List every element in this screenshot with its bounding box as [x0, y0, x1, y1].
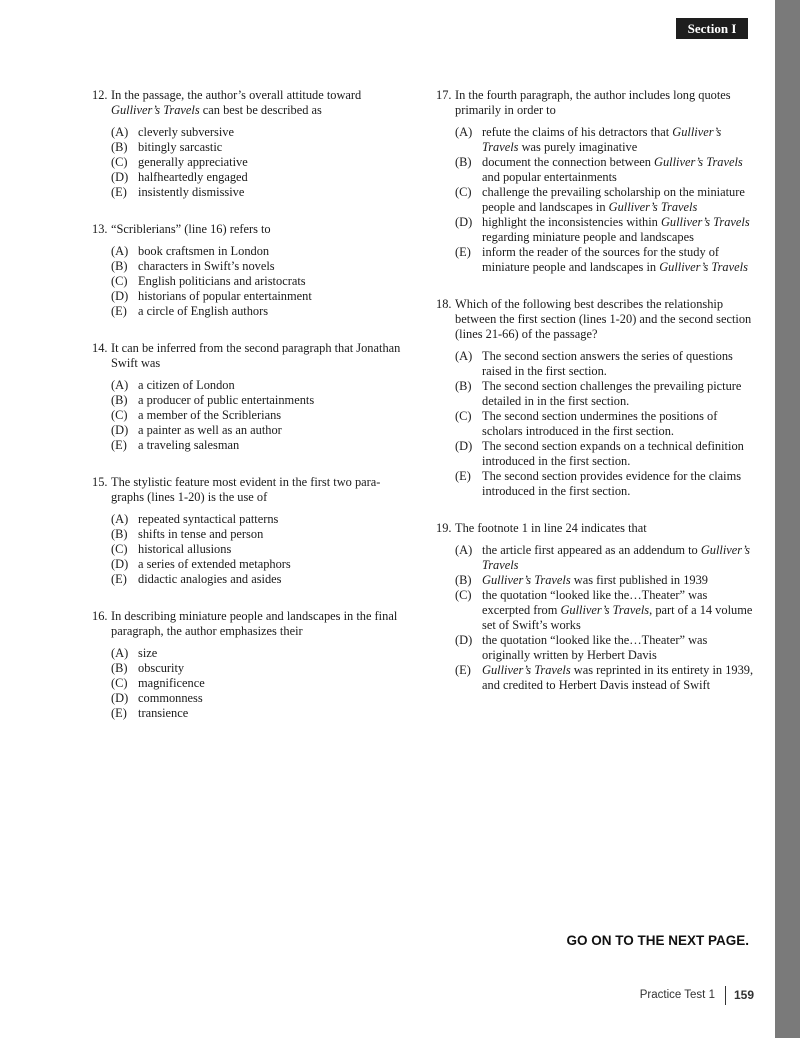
question-block	[92, 222, 412, 319]
text-run: the article first appeared as an addendum to	[482, 543, 701, 557]
text-run: size	[138, 646, 158, 660]
choice-text	[138, 185, 412, 200]
choice-letter: (B)	[111, 140, 128, 154]
answer-choices	[111, 244, 412, 319]
choice-letter: (C)	[455, 185, 472, 199]
answer-choice	[111, 259, 412, 274]
choice-letter: (D)	[455, 633, 473, 647]
answer-choice	[455, 155, 756, 185]
text-run: insistently dismissive	[138, 185, 245, 199]
answer-choice	[111, 691, 412, 706]
italic-title: Gulliver’s Travels	[608, 200, 698, 214]
answer-choices	[455, 125, 756, 275]
text-run: a producer of public entertainments	[138, 393, 315, 407]
choice-letter: (A)	[111, 378, 129, 392]
answer-choice	[455, 379, 756, 409]
text-run: shifts in tense and person	[138, 527, 264, 541]
text-run: In the fourth paragraph, the author includes long quotes primarily in order to	[455, 88, 731, 117]
footer-divider	[725, 986, 726, 1005]
italic-title: Gulliver’s Travels	[482, 125, 722, 154]
choice-letter: (A)	[455, 125, 473, 139]
choice-text	[138, 676, 412, 691]
choice-text	[138, 572, 412, 587]
answer-choice	[111, 661, 412, 676]
answer-choice	[455, 588, 756, 633]
page-number: 159	[733, 988, 754, 1002]
text-run: The stylistic feature most evident in the first two para-graphs (lines 1-20) is the use of	[111, 475, 381, 504]
answer-choice	[111, 423, 412, 438]
choice-text	[138, 661, 412, 676]
choice-letter: (E)	[111, 304, 127, 318]
text-run: a member of the Scriblerians	[138, 408, 282, 422]
choice-text	[138, 259, 412, 274]
italic-title: Gulliver’s Travels	[660, 215, 750, 229]
text-run: highlight the inconsistencies within	[482, 215, 661, 229]
choice-text	[482, 633, 756, 663]
answer-choice	[111, 155, 412, 170]
choice-letter: (B)	[111, 259, 128, 273]
answer-choice	[455, 409, 756, 439]
text-run: halfheartedly engaged	[138, 170, 248, 184]
answer-choice	[455, 349, 756, 379]
choice-letter: (E)	[111, 572, 127, 586]
choice-letter: (E)	[455, 245, 471, 259]
question-number: 19.	[436, 521, 452, 535]
choice-letter: (C)	[111, 542, 128, 556]
choice-letter: (B)	[455, 155, 472, 169]
answer-choice	[111, 557, 412, 572]
answer-choice	[111, 572, 412, 587]
answer-choice	[455, 125, 756, 155]
choice-letter: (D)	[111, 289, 129, 303]
answer-choice	[111, 438, 412, 453]
text-run: English politicians and aristocrats	[138, 274, 306, 288]
answer-choice	[455, 633, 756, 663]
text-run: a citizen of London	[138, 378, 235, 392]
text-run: generally appreciative	[138, 155, 248, 169]
choice-text	[482, 125, 756, 155]
choice-letter: (B)	[111, 661, 128, 675]
choice-text	[138, 557, 412, 572]
italic-title: Gulliver’s Travels	[560, 603, 650, 617]
text-run: book craftsmen in London	[138, 244, 270, 258]
answer-choice	[111, 185, 412, 200]
choice-text	[138, 244, 412, 259]
right-column	[436, 88, 756, 715]
choice-text	[138, 646, 412, 661]
question-text	[111, 475, 412, 505]
question-block	[436, 297, 756, 499]
question-text	[455, 521, 756, 536]
text-run: can best be described as	[199, 103, 322, 117]
choice-text	[482, 573, 756, 588]
text-run: commonness	[138, 691, 203, 705]
choice-letter: (C)	[455, 409, 472, 423]
text-run: , part of a 14 volume set of Swift’s works	[482, 603, 753, 632]
text-run: a painter as well as an author	[138, 423, 282, 437]
question-stem	[92, 341, 412, 371]
text-run: a series of extended metaphors	[138, 557, 291, 571]
text-run: The second section expands on a technical definition introduced in the first section.	[482, 439, 744, 468]
choice-text	[138, 438, 412, 453]
text-run: a circle of English authors	[138, 304, 269, 318]
choice-text	[482, 469, 756, 499]
question-number: 18.	[436, 297, 452, 311]
choice-text	[482, 349, 756, 379]
question-number: 13.	[92, 222, 108, 236]
question-stem	[92, 609, 412, 639]
choice-letter: (D)	[455, 439, 473, 453]
answer-choice	[111, 304, 412, 319]
choice-letter: (E)	[455, 663, 471, 677]
choice-letter: (E)	[111, 706, 127, 720]
answer-choice	[111, 274, 412, 289]
choice-letter: (C)	[111, 274, 128, 288]
choice-text	[138, 140, 412, 155]
choice-text	[482, 543, 756, 573]
choice-letter: (A)	[111, 244, 129, 258]
choice-text	[138, 125, 412, 140]
choice-letter: (D)	[111, 557, 129, 571]
choice-text	[138, 527, 412, 542]
text-run: bitingly sarcastic	[138, 140, 223, 154]
answer-choices	[455, 349, 756, 499]
question-stem	[436, 297, 756, 342]
choice-letter: (B)	[455, 379, 472, 393]
question-stem	[436, 521, 756, 536]
question-block	[92, 88, 412, 200]
italic-title: Gulliver’s Travels	[654, 155, 743, 169]
choice-text	[482, 379, 756, 409]
text-run: regarding miniature people and landscapes	[482, 230, 694, 244]
page-footer	[640, 986, 754, 1005]
choice-letter: (C)	[111, 676, 128, 690]
answer-choices	[111, 646, 412, 721]
choice-text	[482, 439, 756, 469]
question-text	[455, 297, 756, 342]
answer-choice	[455, 543, 756, 573]
answer-choice	[111, 393, 412, 408]
choice-letter: (A)	[111, 125, 129, 139]
answer-choice	[111, 408, 412, 423]
answer-choice	[455, 245, 756, 275]
text-run: The second section answers the series of questions raised in the first section.	[482, 349, 733, 378]
choice-letter: (D)	[455, 215, 473, 229]
answer-choice	[111, 378, 412, 393]
answer-choice	[111, 646, 412, 661]
answer-choice	[111, 170, 412, 185]
text-run: transience	[138, 706, 189, 720]
answer-choice	[455, 439, 756, 469]
text-run: historians of popular entertainment	[138, 289, 312, 303]
text-run: cleverly subversive	[138, 125, 234, 139]
choice-letter: (A)	[111, 646, 129, 660]
question-text	[111, 609, 412, 639]
text-run: refute the claims of his detractors that	[482, 125, 673, 139]
question-number: 17.	[436, 88, 452, 102]
choice-letter: (C)	[111, 408, 128, 422]
go-on-notice: GO ON TO THE NEXT PAGE.	[566, 933, 749, 948]
left-column	[92, 88, 412, 743]
choice-letter: (E)	[455, 469, 471, 483]
choice-text	[482, 409, 756, 439]
choice-letter: (B)	[111, 393, 128, 407]
choice-text	[138, 408, 412, 423]
question-stem	[92, 222, 412, 237]
test-name: Practice Test 1	[639, 989, 715, 1001]
choice-text	[138, 304, 412, 319]
choice-text	[138, 155, 412, 170]
choice-text	[138, 423, 412, 438]
choice-text	[138, 170, 412, 185]
text-run: historical allusions	[138, 542, 232, 556]
question-number: 15.	[92, 475, 108, 489]
choice-letter: (C)	[111, 155, 128, 169]
text-run: In the passage, the author’s overall attitude toward	[111, 88, 362, 102]
answer-choice	[111, 512, 412, 527]
choice-letter: (D)	[111, 170, 129, 184]
text-run: the quotation “looked like the…Theater” was originally written by Herbert Davis	[482, 633, 708, 662]
choice-letter: (B)	[455, 573, 472, 587]
question-stem	[436, 88, 756, 118]
italic-title: Gulliver’s Travels	[482, 543, 750, 572]
choice-text	[138, 542, 412, 557]
text-run: The second section undermines the positions of scholars introduced in the first section.	[482, 409, 718, 438]
answer-choice	[111, 527, 412, 542]
answer-choice	[455, 469, 756, 499]
answer-choice	[111, 706, 412, 721]
choice-text	[482, 588, 756, 633]
text-run: obscurity	[138, 661, 185, 675]
answer-choices	[111, 125, 412, 200]
text-run: was reprinted in its entirety in 1939, and credited to Herbert Davis instead of Swift	[482, 663, 754, 692]
text-run: repeated syntactical patterns	[138, 512, 279, 526]
answer-choice	[455, 185, 756, 215]
choice-letter: (A)	[455, 543, 473, 557]
question-text	[111, 88, 412, 118]
answer-choice	[111, 542, 412, 557]
section-tab: Section I	[676, 18, 748, 39]
question-stem	[92, 475, 412, 505]
text-run: In describing miniature people and landscapes in the final paragraph, the author emphasizes their	[111, 609, 398, 638]
answer-choice	[455, 573, 756, 588]
answer-choice	[455, 215, 756, 245]
italic-title: Gulliver’s Travels	[111, 103, 200, 117]
choice-text	[138, 393, 412, 408]
text-run: challenge the prevailing scholarship on the miniature people and landscapes in	[482, 185, 745, 214]
choice-text	[482, 245, 756, 275]
choice-letter: (D)	[111, 691, 129, 705]
text-run: Which of the following best describes the relationship between the first section (lines 1-20) and the second section (lines 21-66) of the passage?	[455, 297, 752, 341]
text-run: “Scriblerians” (line 16) refers to	[111, 222, 271, 236]
choice-letter: (B)	[111, 527, 128, 541]
answer-choice	[111, 140, 412, 155]
choice-text	[482, 663, 756, 693]
choice-letter: (D)	[111, 423, 129, 437]
choice-text	[138, 691, 412, 706]
choice-text	[482, 185, 756, 215]
question-text	[111, 222, 412, 237]
italic-title: Gulliver’s Travels	[482, 573, 571, 587]
italic-title: Gulliver’s Travels	[482, 663, 571, 677]
text-run: didactic analogies and asides	[138, 572, 282, 586]
choice-text	[482, 155, 756, 185]
choice-text	[138, 289, 412, 304]
question-number: 16.	[92, 609, 108, 623]
text-run: The second section challenges the prevailing picture detailed in in the first section.	[482, 379, 742, 408]
answer-choice	[455, 663, 756, 693]
text-run: characters in Swift’s novels	[138, 259, 275, 273]
question-block	[436, 88, 756, 275]
choice-text	[482, 215, 756, 245]
choice-letter: (A)	[455, 349, 473, 363]
text-run: the quotation “looked like the…Theater” was excerpted from	[482, 588, 708, 617]
text-run: was purely imaginative	[518, 140, 638, 154]
text-run: document the connection between	[482, 155, 655, 169]
answer-choices	[111, 378, 412, 453]
choice-letter: (C)	[455, 588, 472, 602]
page-edge-bar	[775, 0, 800, 1038]
question-stem	[92, 88, 412, 118]
text-run: The second section provides evidence for the claims introduced in the first section.	[482, 469, 742, 498]
choice-text	[138, 706, 412, 721]
text-run: It can be inferred from the second paragraph that Jonathan Swift was	[111, 341, 401, 370]
italic-title: Gulliver’s Travels	[659, 260, 748, 274]
answer-choice	[111, 125, 412, 140]
question-number: 14.	[92, 341, 108, 355]
answer-choices	[111, 512, 412, 587]
question-text	[111, 341, 412, 371]
answer-choice	[111, 244, 412, 259]
question-block	[436, 521, 756, 693]
answer-choices	[455, 543, 756, 693]
choice-letter: (E)	[111, 185, 127, 199]
question-text	[455, 88, 756, 118]
question-number: 12.	[92, 88, 108, 102]
question-block	[92, 341, 412, 453]
text-run: and popular entertainments	[482, 170, 617, 184]
text-run: inform the reader of the sources for the study of miniature people and landscapes in	[482, 245, 720, 274]
answer-choice	[111, 676, 412, 691]
choice-letter: (E)	[111, 438, 127, 452]
text-run: magnificence	[138, 676, 205, 690]
text-run: The footnote 1 in line 24 indicates that	[455, 521, 647, 535]
choice-text	[138, 512, 412, 527]
text-run: a traveling salesman	[138, 438, 240, 452]
choice-text	[138, 274, 412, 289]
text-run: was first published in 1939	[570, 573, 709, 587]
question-block	[92, 609, 412, 721]
choice-text	[138, 378, 412, 393]
choice-letter: (A)	[111, 512, 129, 526]
answer-choice	[111, 289, 412, 304]
question-block	[92, 475, 412, 587]
